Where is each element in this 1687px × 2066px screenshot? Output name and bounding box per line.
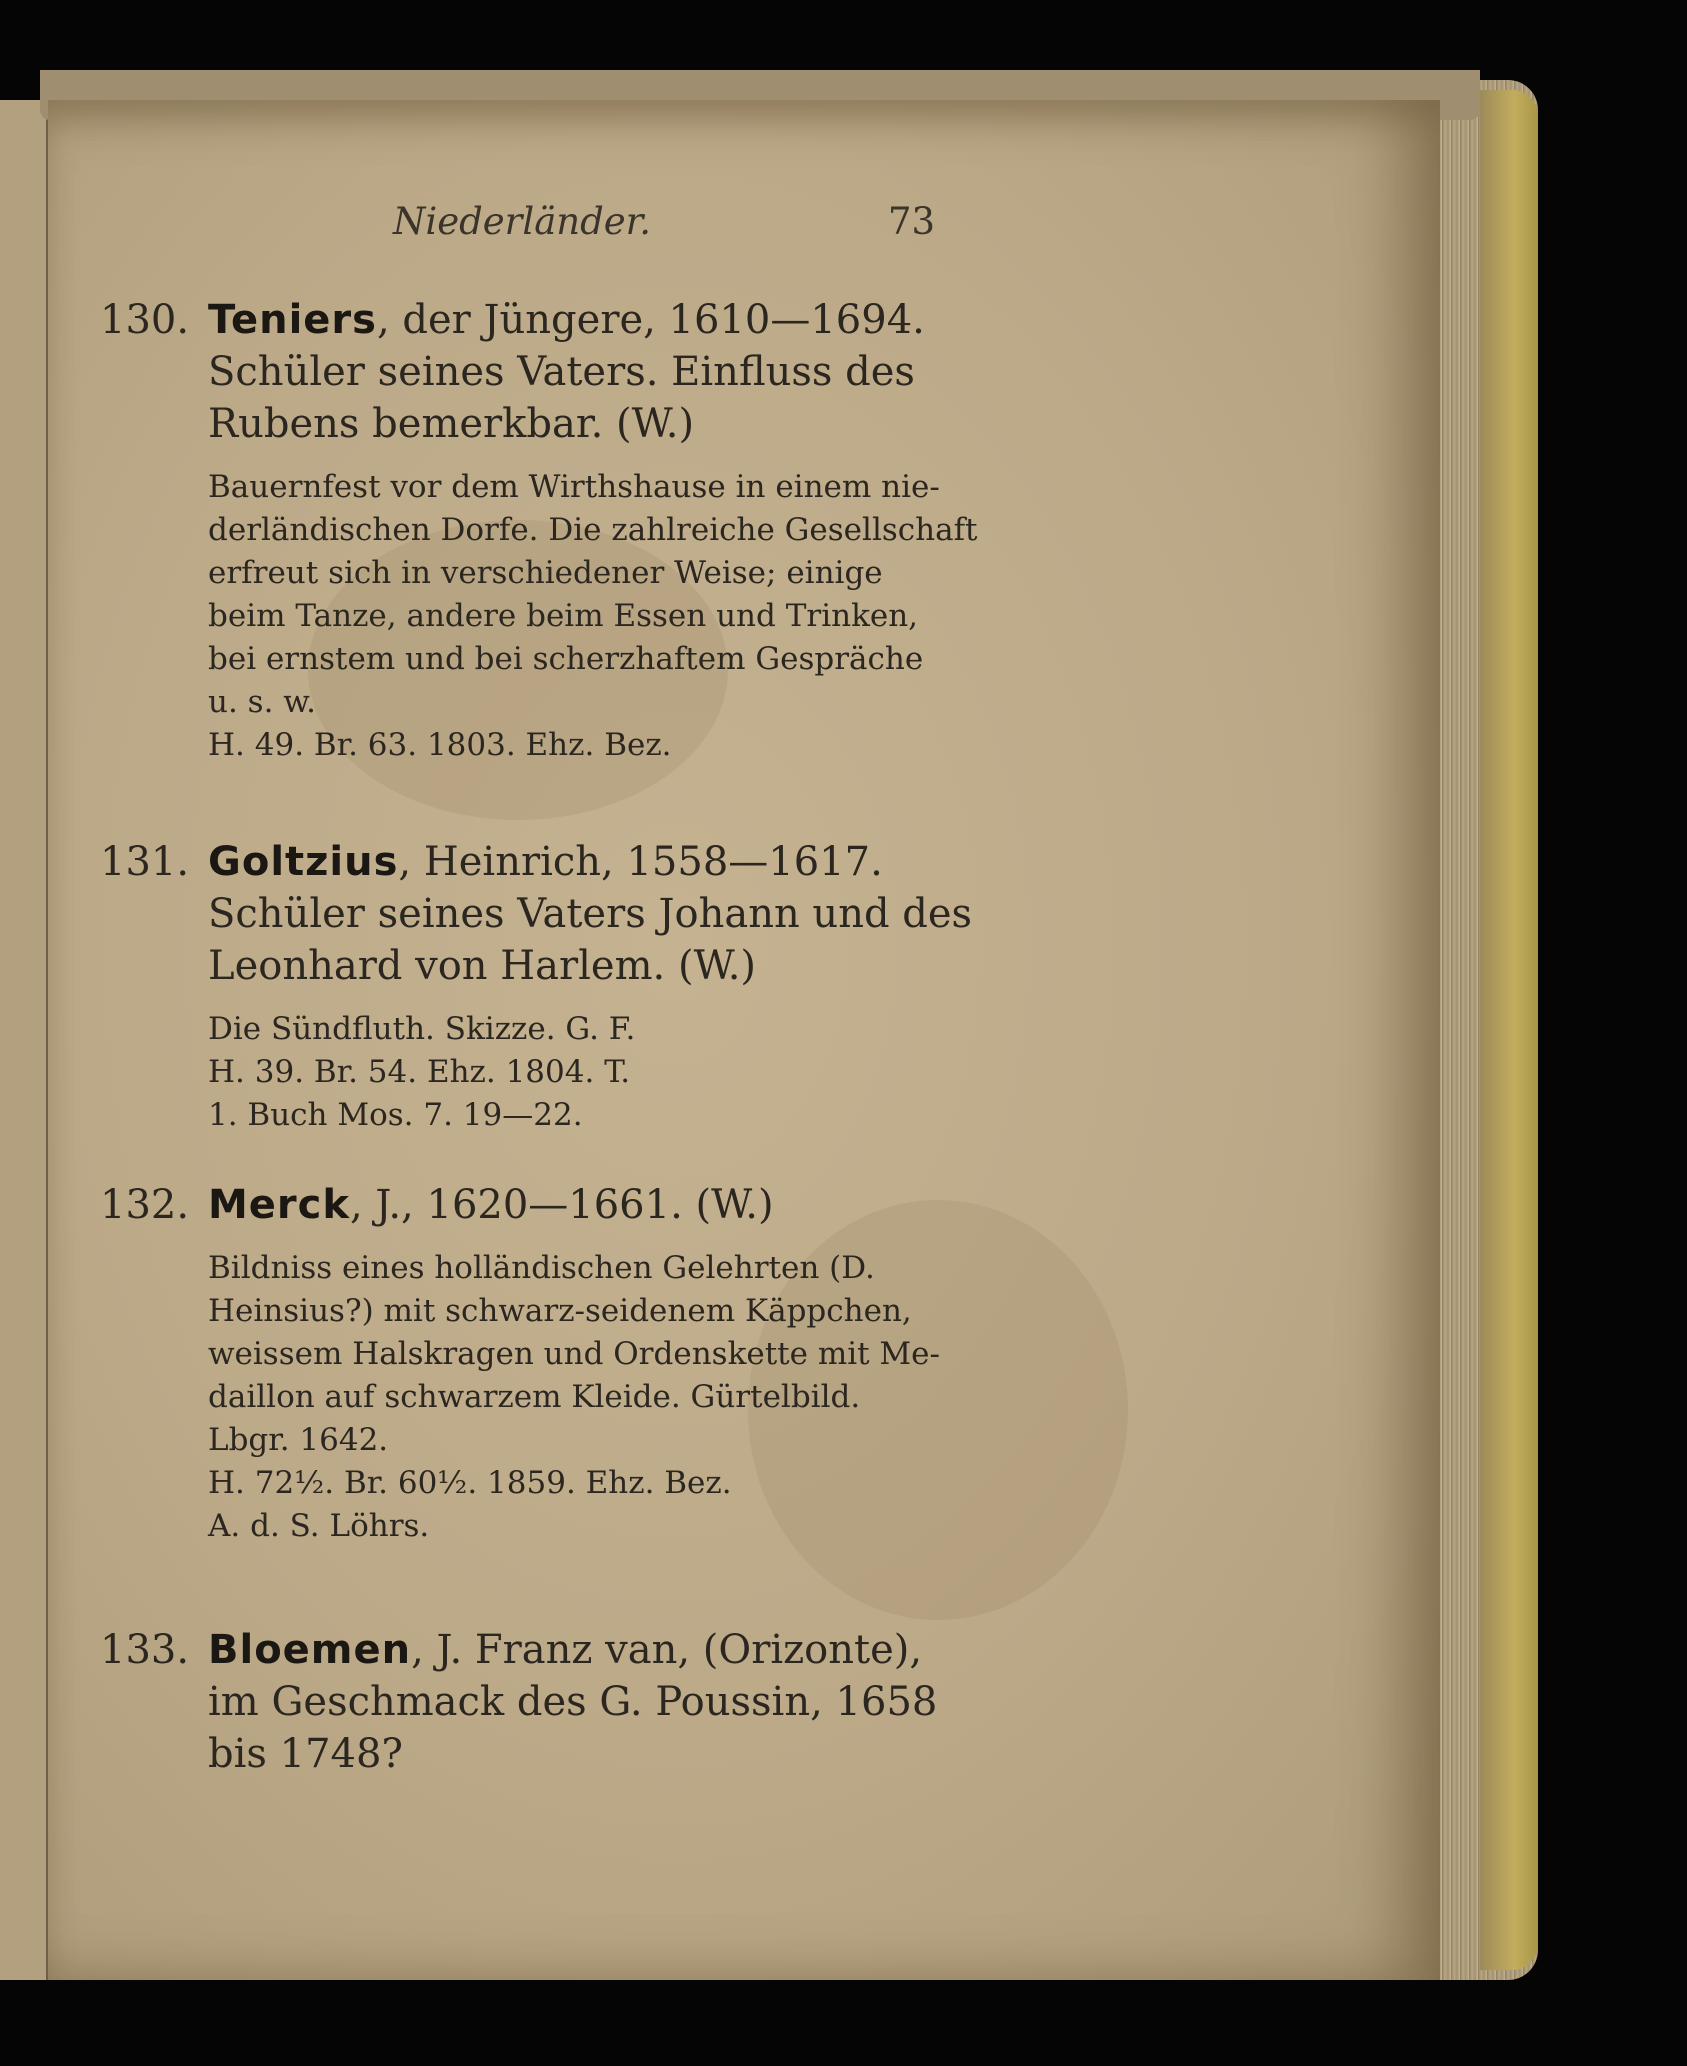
left-page-edge <box>0 100 48 1980</box>
description-line: bei ernstem und bei scherzhaftem Gespräche <box>208 641 924 677</box>
description-line: weissem Halskragen und Ordenskette mit Me- <box>208 1336 940 1372</box>
description-line: H. 72½. Br. 60½. 1859. Ehz. Bez. <box>208 1465 732 1501</box>
entry-number: 131. <box>100 839 190 885</box>
entry-heading-line: bis 1748? <box>208 1731 403 1777</box>
description-line: derländischen Dorfe. Die zahlreiche Gesellschaft <box>208 512 978 548</box>
entry-heading-line: Schüler seines Vaters Johann und des <box>208 891 973 937</box>
running-title: Niederländer. <box>393 200 652 243</box>
book-page <box>48 100 1440 1980</box>
description-line: Bildniss eines holländischen Gelehrten (D. <box>208 1250 875 1286</box>
description-line: Die Sündfluth. Skizze. G. F. <box>208 1011 636 1047</box>
entry-number: 132. <box>100 1182 190 1228</box>
entry-heading-line: Rubens bemerkbar. (W.) <box>208 401 695 447</box>
description-line: beim Tanze, andere beim Essen und Trinken, <box>208 598 919 634</box>
description-line: 1. Buch Mos. 7. 19—22. <box>208 1097 583 1133</box>
entry-heading-line: Leonhard von Harlem. (W.) <box>208 943 757 989</box>
book-cover-edge <box>1480 90 1538 1970</box>
entry-number: 130. <box>100 297 190 343</box>
entry-number: 133. <box>100 1627 190 1673</box>
description-line: H. 49. Br. 63. 1803. Ehz. Bez. <box>208 727 672 763</box>
description-line: erfreut sich in verschiedener Weise; einige <box>208 555 883 591</box>
description-line: Heinsius?) mit schwarz-seidenem Käppchen, <box>208 1293 912 1329</box>
entry-heading-line: Schüler seines Vaters. Einfluss des <box>208 349 915 395</box>
entry-heading-rest: , J. Franz van, (Orizonte), <box>411 1627 923 1673</box>
description-line: Lbgr. 1642. <box>208 1422 389 1458</box>
entry-heading <box>208 1180 774 1230</box>
entry-heading-rest: , der Jüngere, 1610—1694. <box>376 297 925 343</box>
entry-heading-line: im Geschmack des G. Poussin, 1658 <box>208 1679 938 1725</box>
page-number: 73 <box>888 200 936 243</box>
entry-heading-rest: , J., 1620—1661. (W.) <box>349 1182 774 1228</box>
artist-name: Teniers <box>208 297 377 343</box>
page-header <box>48 200 948 250</box>
artist-name: Merck <box>208 1182 350 1228</box>
description-line: H. 39. Br. 54. Ehz. 1804. T. <box>208 1054 631 1090</box>
artist-name: Goltzius <box>208 839 399 885</box>
description-line: daillon auf schwarzem Kleide. Gürtelbild. <box>208 1379 861 1415</box>
entry-heading <box>208 1625 922 1675</box>
entry-heading <box>208 295 925 345</box>
artist-name: Bloemen <box>208 1627 412 1673</box>
entry-heading <box>208 837 883 887</box>
entry-heading-rest: , Heinrich, 1558—1617. <box>398 839 883 885</box>
description-line: Bauernfest vor dem Wirthshause in einem nie- <box>208 469 940 505</box>
description-line: u. s. w. <box>208 684 317 720</box>
description-line: A. d. S. Löhrs. <box>208 1508 430 1544</box>
